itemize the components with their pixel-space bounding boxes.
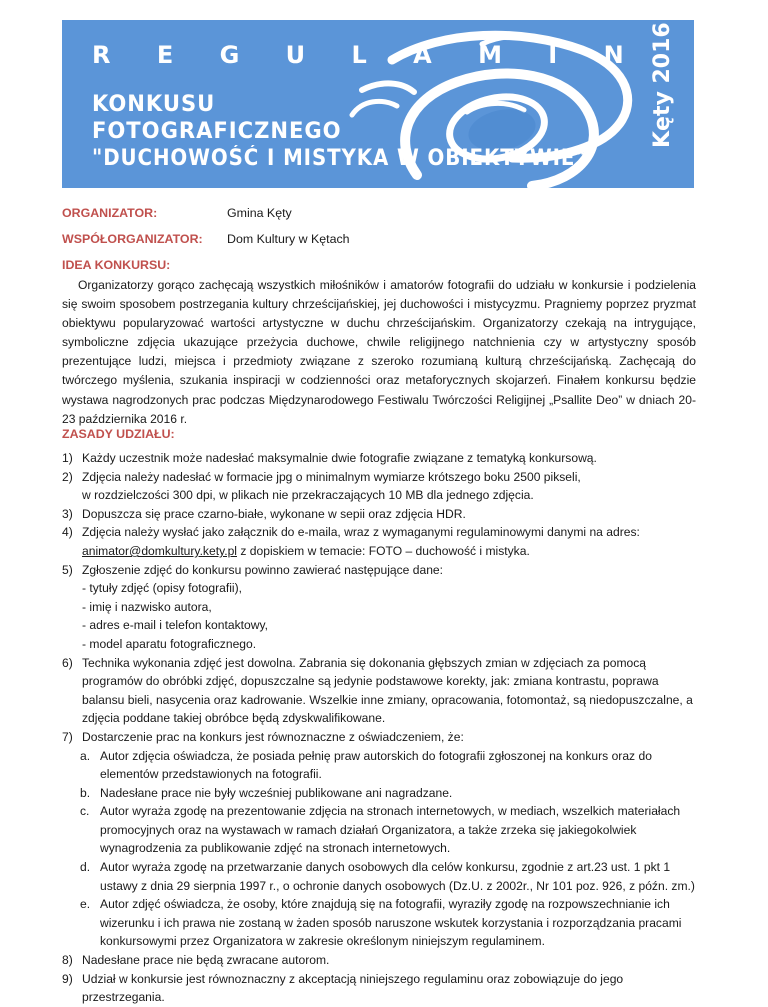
subrule-letter: e. — [80, 897, 91, 912]
subrule-letter: b. — [80, 785, 91, 800]
rule-text: Technika wykonania zdjęć jest dowolna. Zabrania się dokonania głębszych zmian w zdjęciach za pomocą programów do obróbki zdjęć, dopuszczalne są jedynie podstawowe korekty, jak: zmiana kontrastu, poprawa balansu bieli, nasycenia oraz kadrowanie. Wszelkie inne zmiany, opracowania, fotomontaż, są niedopuszczalne, a zdjęcia poddane takiej obróbce będą zdyskwalifikowane. — [82, 655, 693, 726]
subrule-item — [80, 747, 702, 784]
rule-detail: - imię i nazwisko autora, — [82, 599, 212, 614]
subrule-text: Autor zdjęcia oświadcza, że posiada pełnię praw autorskich do fotografii zgłoszonej na konkurs oraz do elementów przedstawionych na fotografii. — [100, 748, 652, 782]
rule-number: 4) — [62, 525, 73, 540]
rules-list — [62, 449, 702, 1007]
rule-detail: - model aparatu fotograficznego. — [82, 636, 257, 651]
coorganizer-label: WSPÓŁORGANIZATOR: — [62, 232, 203, 246]
subrule-item — [80, 895, 702, 951]
rule-detail: - tytuły zdjęć (opisy fotografii), — [82, 581, 242, 596]
rule-number: 1) — [62, 451, 73, 465]
rule-number: 3) — [62, 506, 73, 521]
rule-line: Dostarczenie prac na konkurs jest równoznaczne z oświadczeniem, że: — [82, 729, 464, 744]
rule-line: Zdjęcia należy nadesłać w formacie jpg o minimalnym wymiarze krótszego boku 2500 pikseli, — [82, 469, 581, 484]
rule-text: Udział w konkursie jest równoznaczny z akceptacją niniejszego regulaminu oraz zobowiązuje do jego przestrzegania. — [82, 971, 624, 1005]
rule-item — [62, 951, 702, 970]
subrule-text: Autor zdjęć oświadcza, że osoby, które znajdują się na fotografii, wyraziły zgodę na rozpowszechnianie ich wizerunku i ich prawa nie zostaną w żaden sposób naruszone wskutek korzystania i rozporządzania pracami konkursowymi przez Organizatora w zakresie określonym niniejszym regulaminem. — [100, 897, 682, 949]
idea-heading: IDEA KONKURSU: — [62, 258, 171, 272]
rule-item — [62, 449, 702, 468]
subrule-text: Nadesłane prace nie były wcześniej publikowane ani nagradzane. — [100, 785, 453, 800]
rule-number: 7) — [62, 729, 73, 744]
rule-detail: - adres e-mail i telefon kontaktowy, — [82, 618, 268, 633]
rule-line — [82, 542, 702, 561]
subrule-text: Autor wyraża zgodę na prezentowanie zdjęcia na stronach internetowych, w mediach, wszelkich materiałach promocyjnych oraz na wystawach w ramach działań Organizatora, a także zrzeka się jakiegokolwiek wynagrodzenia za publikowanie zdjęć na stronach internetowych. — [100, 804, 681, 856]
email-link[interactable]: animator@domkultury.kety.pl — [82, 543, 237, 558]
subrule-letter: a. — [80, 748, 91, 763]
rule-text — [82, 728, 702, 747]
rule-number: 8) — [62, 953, 73, 968]
header-banner — [62, 20, 694, 188]
rule-text — [82, 561, 702, 654]
coorganizer-value: Dom Kultury w Kętach — [227, 232, 350, 246]
rule-item — [62, 728, 702, 747]
coorganizer-row — [62, 232, 350, 246]
rule-line: w rozdzielczości 300 dpi, w plikach nie przekraczających 10 MB dla jednego zdjęcia. — [82, 488, 534, 503]
subrule-item — [80, 858, 702, 895]
rule-number: 5) — [62, 562, 73, 577]
organizer-value: Gmina Kęty — [227, 206, 292, 220]
rule-line: Zdjęcia należy wysłać jako załącznik do e-maila, wraz z wymaganymi regulaminowymi danymi na adres: — [82, 525, 640, 540]
banner-heading-line-1: KONKUSU — [92, 92, 216, 117]
rule-item — [62, 523, 702, 560]
banner-heading-line-3: "DUCHOWOŚĆ I MISTYKA W OBIEKTYWIE" — [92, 146, 587, 171]
rules-heading: ZASADY UDZIAŁU: — [62, 427, 175, 441]
rule-number: 6) — [62, 655, 73, 670]
banner-side-label: Kęty 2016 — [650, 22, 675, 148]
rule-number: 9) — [62, 971, 73, 986]
rule-item — [62, 505, 702, 524]
rule-text: Każdy uczestnik może nadesłać maksymalnie dwie fotografie związane z tematyką konkursową. — [82, 451, 597, 465]
rule-number: 2) — [62, 469, 73, 484]
banner-heading-line-2: FOTOGRAFICZNEGO — [92, 119, 342, 144]
rule-line: Zgłoszenie zdjęć do konkursu powinno zawierać następujące dane: — [82, 562, 444, 577]
rule-item — [62, 654, 702, 728]
organizer-label: ORGANIZATOR: — [62, 206, 158, 220]
rule-item — [62, 561, 702, 654]
idea-paragraph: Organizatorzy gorąco zachęcają wszystkich miłośników i amatorów fotografii do udziału w konkursie i podzielenia się swoim sposobem postrzegania kultury chrześcijańskiej, jej duchowości i mistycyzmu. Pragniemy poprzez pryzmat obiektywu popularyzować wartości artystyczne w duchu chrześcijańskim. Organizatorzy czekają na intrygujące, symboliczne zdjęcia ukazujące przeżycia duchowe, chwile religijnego natchnienia czy w artystyczny sposób prezentujące ludzi, miejsca i przedmioty związane z szeroko rozumianą kulturą chrześcijańską. Zachęcają do twórczego myślenia, szukania inspiracji w codzienności oraz metaforycznych skojarzeń. Finałem konkursu będzie wystawa nagrodzonych prac podczas Międzynarodowego Festiwalu Twórczości Religijnej „Psallite Deo” w dniach 20-23 października 2016 r. — [62, 278, 696, 426]
rule-line-suffix: z dopiskiem w temacie: FOTO – duchowość i mistyka. — [237, 543, 530, 558]
rule-text — [82, 468, 702, 505]
rule-text — [82, 523, 702, 560]
rule-item — [62, 468, 702, 505]
subrule-letter: d. — [80, 860, 91, 875]
subrule-item — [80, 784, 702, 803]
subrule-letter: c. — [80, 804, 90, 819]
subrule-text: Autor wyraża zgodę na przetwarzanie danych osobowych dla celów konkursu, zgodnie z art.23 ust. 1 pkt 1 ustawy z dnia 29 sierpnia 1997 r., o ochronie danych osobowych (Dz.U. z 2002r., Nr 101 poz. 926, z późn. zm.) — [100, 860, 695, 893]
rule-item — [62, 970, 702, 1007]
subrule-item — [80, 802, 702, 858]
rule-text: Dopuszcza się prace czarno-białe, wykonane w sepii oraz zdjęcia HDR. — [82, 506, 466, 521]
banner-title: R E G U L A M I N — [92, 41, 643, 69]
rule-text: Nadesłane prace nie będą zwracane autorom. — [82, 953, 330, 968]
organizer-row — [62, 206, 292, 220]
